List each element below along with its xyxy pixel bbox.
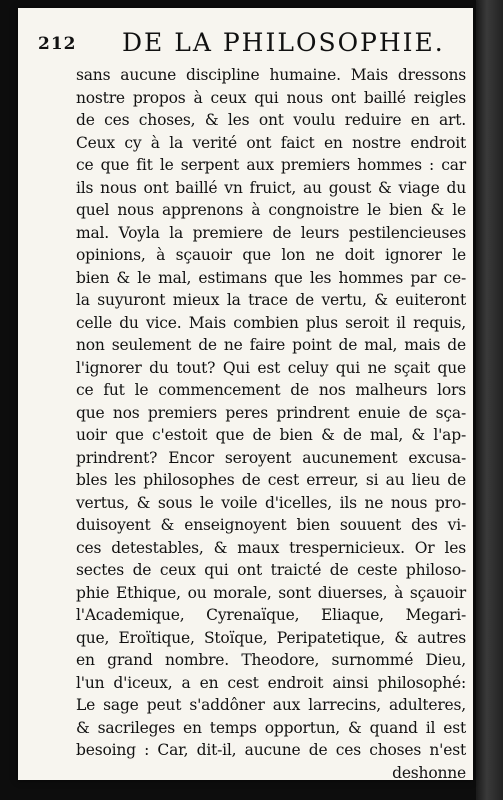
running-head: DE LA PHILOSOPHIE. (122, 28, 445, 57)
catchword: deshonne (392, 763, 466, 780)
text-line: prindrent? Encor seroyent aucunement excusa- (76, 448, 466, 467)
text-line: opinions, à sçauoir que lon ne doit ignorer le (76, 246, 466, 264)
text-line: nostre propos à ceux qui nous ont baillé reigles (76, 88, 466, 107)
text-line: ces detestables, & maux trespernicieux. Or les (76, 538, 466, 557)
text-line: uoir que c'estoit que de bien & de mal, & l'ap- (76, 426, 466, 444)
text-line: sans aucune discipline humaine. Mais dressons (76, 66, 466, 84)
text-line: celle du vice. Mais combien plus seroit il requis, (76, 313, 466, 332)
text-line: bien & le mal, estimans que les hommes par ce- (76, 268, 466, 287)
text-line: l'un d'iceux, a en cest endroit ainsi philosophé: (76, 673, 466, 692)
text-line: que nos premiers peres prindrent enuie de sça- (76, 403, 466, 422)
text-line: non seulement de ne faire point de mal, mais de (76, 336, 466, 354)
text-line: en grand nombre. Theodore, surnommé Dieu, (76, 651, 466, 669)
book-page (18, 8, 473, 780)
text-line: la suyuront mieux la trace de vertu, & euiteront (76, 291, 466, 309)
text-line: que, Eroïtique, Stoïque, Peripatetique, & autres (76, 628, 466, 647)
text-line: besoing : Car, dit-il, aucune de ces choses n'est (76, 741, 466, 759)
text-line: ce que fit le serpent aux premiers hommes : car (76, 156, 466, 174)
text-line: sectes de ceux qui ont traicté de ceste philoso- (76, 561, 466, 579)
body-text (76, 64, 466, 780)
text-line: & sacrileges en temps opportun, & quand il est (76, 718, 466, 737)
text-line: de ces choses, & les ont voulu reduire en art. (76, 111, 466, 129)
book-edge-shadow (476, 0, 503, 800)
text-line: l'ignorer du tout? Qui est celuy qui ne sçait que (76, 358, 466, 377)
text-line: vertus, & sous le voile d'icelles, ils ne nous pro- (76, 493, 466, 512)
page-number: 212 (38, 34, 77, 54)
text-line: quel nous apprenons à congnoistre le bien & le (76, 201, 466, 219)
text-line: l'Academique, Cyrenaïque, Eliaque, Megari- (76, 606, 466, 624)
text-line: ils nous ont baillé vn fruict, au goust & viage du (76, 178, 466, 197)
text-line: Ceux cy à la verité ont faict en nostre endroit (76, 133, 466, 152)
text-line: Le sage peut s'addôner aux larrecins, adulteres, (76, 696, 466, 714)
text-line: phie Ethique, ou morale, sont diuerses, à sçauoir (76, 583, 466, 602)
text-line: duisoyent & enseignoyent bien souuent des vi- (76, 516, 466, 534)
text-line: bles les philosophes de cest erreur, si au lieu de (76, 471, 466, 489)
text-line: ce fut le commencement de nos malheurs lors (76, 381, 466, 399)
page-header (18, 26, 473, 58)
text-line: mal. Voyla la premiere de leurs pestilencieuses (76, 223, 466, 242)
